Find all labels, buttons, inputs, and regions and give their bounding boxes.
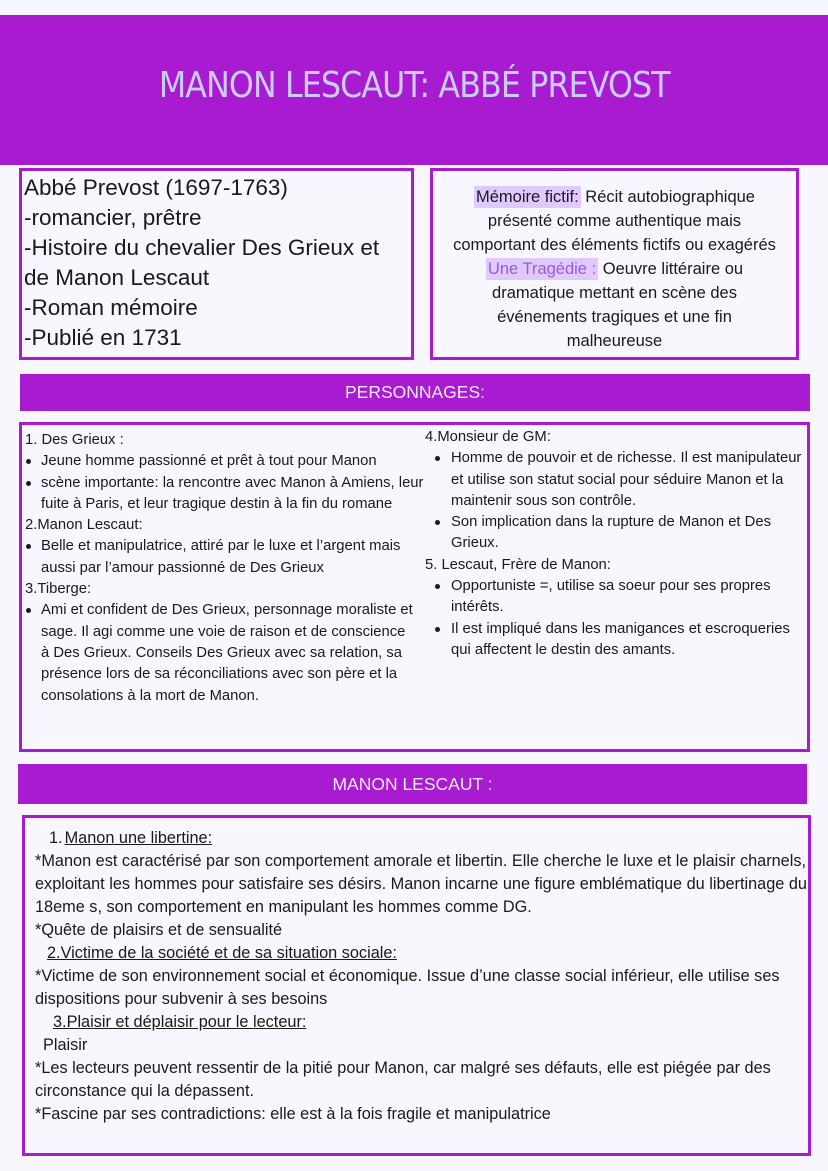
characters-left-column: [25, 430, 425, 707]
section-heading: 1. Manon une libertine:: [49, 829, 213, 847]
paragraph: *Quête de plaisirs et de sensualité: [35, 921, 283, 939]
def-line: dramatique mettant en scène des: [492, 284, 737, 302]
definitions-box: [430, 168, 799, 360]
bio-line: -Histoire du chevalier Des Grieux et: [24, 235, 380, 260]
personnages-heading: PERSONNAGES:: [20, 374, 810, 411]
section-heading: 3.Plaisir et déplaisir pour le lecteur:: [53, 1013, 307, 1031]
paragraph: *Manon est caractérisé par son comportement amorale et libertin. Elle cherche le luxe et le plaisir charnels, exploitant les hommes pour satisfaire ses désirs. Manon incarne une figure emblématique du libertinage du 18eme s, son comportement en manipulant les hommes comme DG.: [35, 852, 807, 916]
list-item: Il est impliqué dans les manigances et escroqueries qui affectent le destin des amants.: [427, 619, 810, 662]
character-title: 2.Manon Lescaut:: [25, 517, 143, 534]
bio-line: -Publié en 1731: [24, 325, 182, 350]
characters-right-column: [425, 427, 810, 661]
character-title: 4.Monsieur de GM:: [425, 429, 551, 445]
list-item: Homme de pouvoir et de richesse. Il est manipulateur et utilise son statut social pour séduire Manon et la maintenir sous son contrôle.: [427, 448, 810, 512]
memoire-term: Mémoire fictif:: [476, 188, 579, 206]
def-line: comportant des éléments fictifs ou exagérés: [453, 236, 776, 254]
list-item: Belle et manipulatrice, attiré par le luxe et l’argent mais aussi par l’amour passionné de Des Grieux: [25, 536, 425, 579]
list-item: Opportuniste =, utilise sa soeur pour ses propres intérêts.: [427, 576, 810, 619]
bio-line: de Manon Lescaut: [24, 265, 210, 290]
list-item: scène importante: la rencontre avec Manon à Amiens, leur fuite à Paris, et leur tragique destin à la fin du romane: [25, 473, 425, 516]
def-line: événements tragiques et une fin: [497, 308, 732, 326]
character-title: 3.Tiberge:: [25, 581, 92, 598]
paragraph: *Victime de son environnement social et économique. Issue d’une classe social inférieur, elle utilise ses dispositions pour subvenir à ses besoins: [35, 967, 780, 1008]
def-line: Mémoire fictif: Récit autobiographique: [476, 188, 755, 206]
paragraph: *Fascine par ses contradictions: elle est à la fois fragile et manipulatrice: [35, 1105, 551, 1123]
bio-line: Abbé Prevost (1697-1763): [24, 175, 288, 200]
list-item: Son implication dans la rupture de Manon et Des Grieux.: [427, 512, 810, 555]
def-line: malheureuse: [566, 332, 663, 350]
paragraph: Plaisir: [43, 1036, 88, 1054]
character-title: 1. Des Grieux :: [25, 432, 124, 448]
manon-heading: MANON LESCAUT :: [18, 764, 807, 804]
manon-analysis-box: [22, 815, 811, 1156]
section-heading: 2.Victime de la société et de sa situation sociale:: [47, 944, 397, 962]
bio-line: -romancier, prêtre: [24, 205, 202, 230]
paragraph: *Les lecteurs peuvent ressentir de la pitié pour Manon, car malgré ses défauts, elle est piégée par des circonstance qui la dépassent.: [35, 1059, 771, 1100]
tragedie-term: Une Tragédie :: [487, 260, 597, 278]
personnages-box: [19, 422, 810, 752]
list-item: Ami et confident de Des Grieux, personnage moraliste et sage. Il agi comme une voie de raison et de conscience à Des Grieux. Conseils Des Grieux avec sa relation, sa présence lors de sa réconciliations avec son père et la consolations à la mort de Manon.: [25, 600, 425, 706]
list-item: Jeune homme passionné et prêt à tout pour Manon: [25, 451, 425, 472]
page-title: MANON LESCAUT: ABBÉ PREVOST: [158, 64, 670, 106]
title-banner: [0, 15, 828, 165]
def-line: Une Tragédie : Oeuvre littéraire ou: [487, 260, 744, 278]
character-title: 5. Lescaut, Frère de Manon:: [425, 556, 611, 573]
def-line: présenté comme authentique mais: [487, 212, 742, 230]
bio-line: -Roman mémoire: [24, 295, 198, 320]
author-bio-box: [19, 168, 414, 360]
